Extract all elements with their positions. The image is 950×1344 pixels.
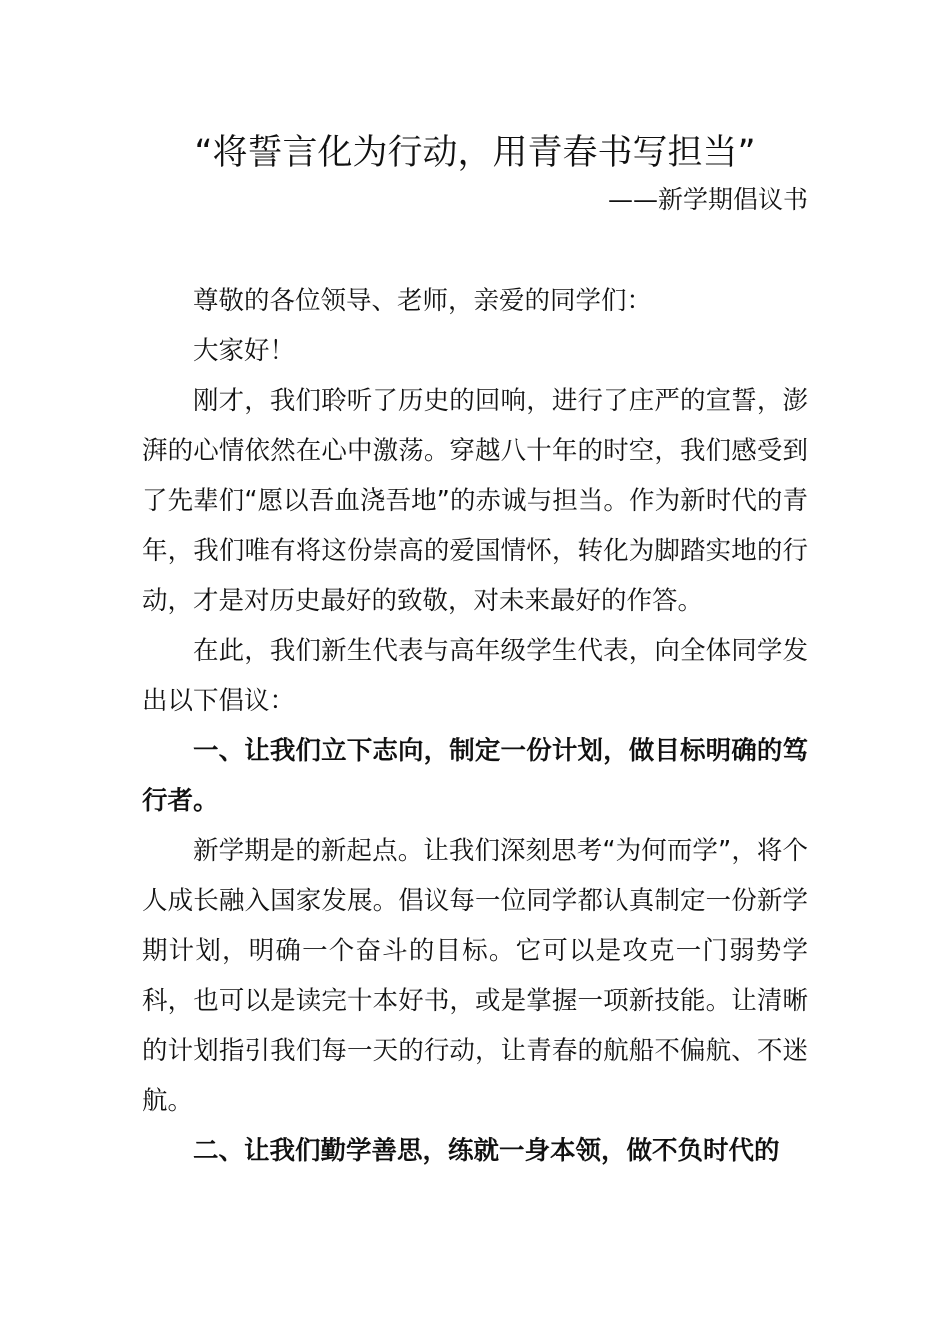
proposal-heading-2: 二、让我们勤学善思，练就一身本领，做不负时代的 [193,1136,780,1166]
body-paragraph: 在此，我们新生代表与高年级学生代表，向全体同学发出以下倡议： [142,636,808,716]
document-body [142,276,808,1176]
greeting: 大家好！ [193,336,296,366]
body-paragraph: 刚才，我们聆听了历史的回响，进行了庄严的宣誓，澎湃的心情依然在心中激荡。穿越八十年的时空，我们感受到了先辈们“愿以吾血浇吾地”的赤诚与担当。作为新时代的青年，我们唯有将这份崇高的爱国情怀，转化为脚踏实地的行动，才是对历史最好的致敬，对未来最好的作答。 [142,386,808,616]
body-paragraph: 新学期是的新起点。让我们深刻思考“为何而学”，将个人成长融入国家发展。倡议每一位同学都认真制定一份新学期计划，明确一个奋斗的目标。它可以是攻克一门弱势学科，也可以是读完十本好书，或是掌握一项新技能。让清晰的计划指引我们每一天的行动，让青春的航船不偏航、不迷航。 [142,836,808,1116]
document-subtitle: ——新学期倡议书 [607,185,808,214]
document-title: “将誓言化为行动，用青春书写担当” [194,133,756,173]
proposal-heading-1: 一、让我们立下志向，制定一份计划，做目标明确的笃行者。 [142,736,808,816]
salutation: 尊敬的各位领导、老师，亲爱的同学们： [193,286,653,316]
